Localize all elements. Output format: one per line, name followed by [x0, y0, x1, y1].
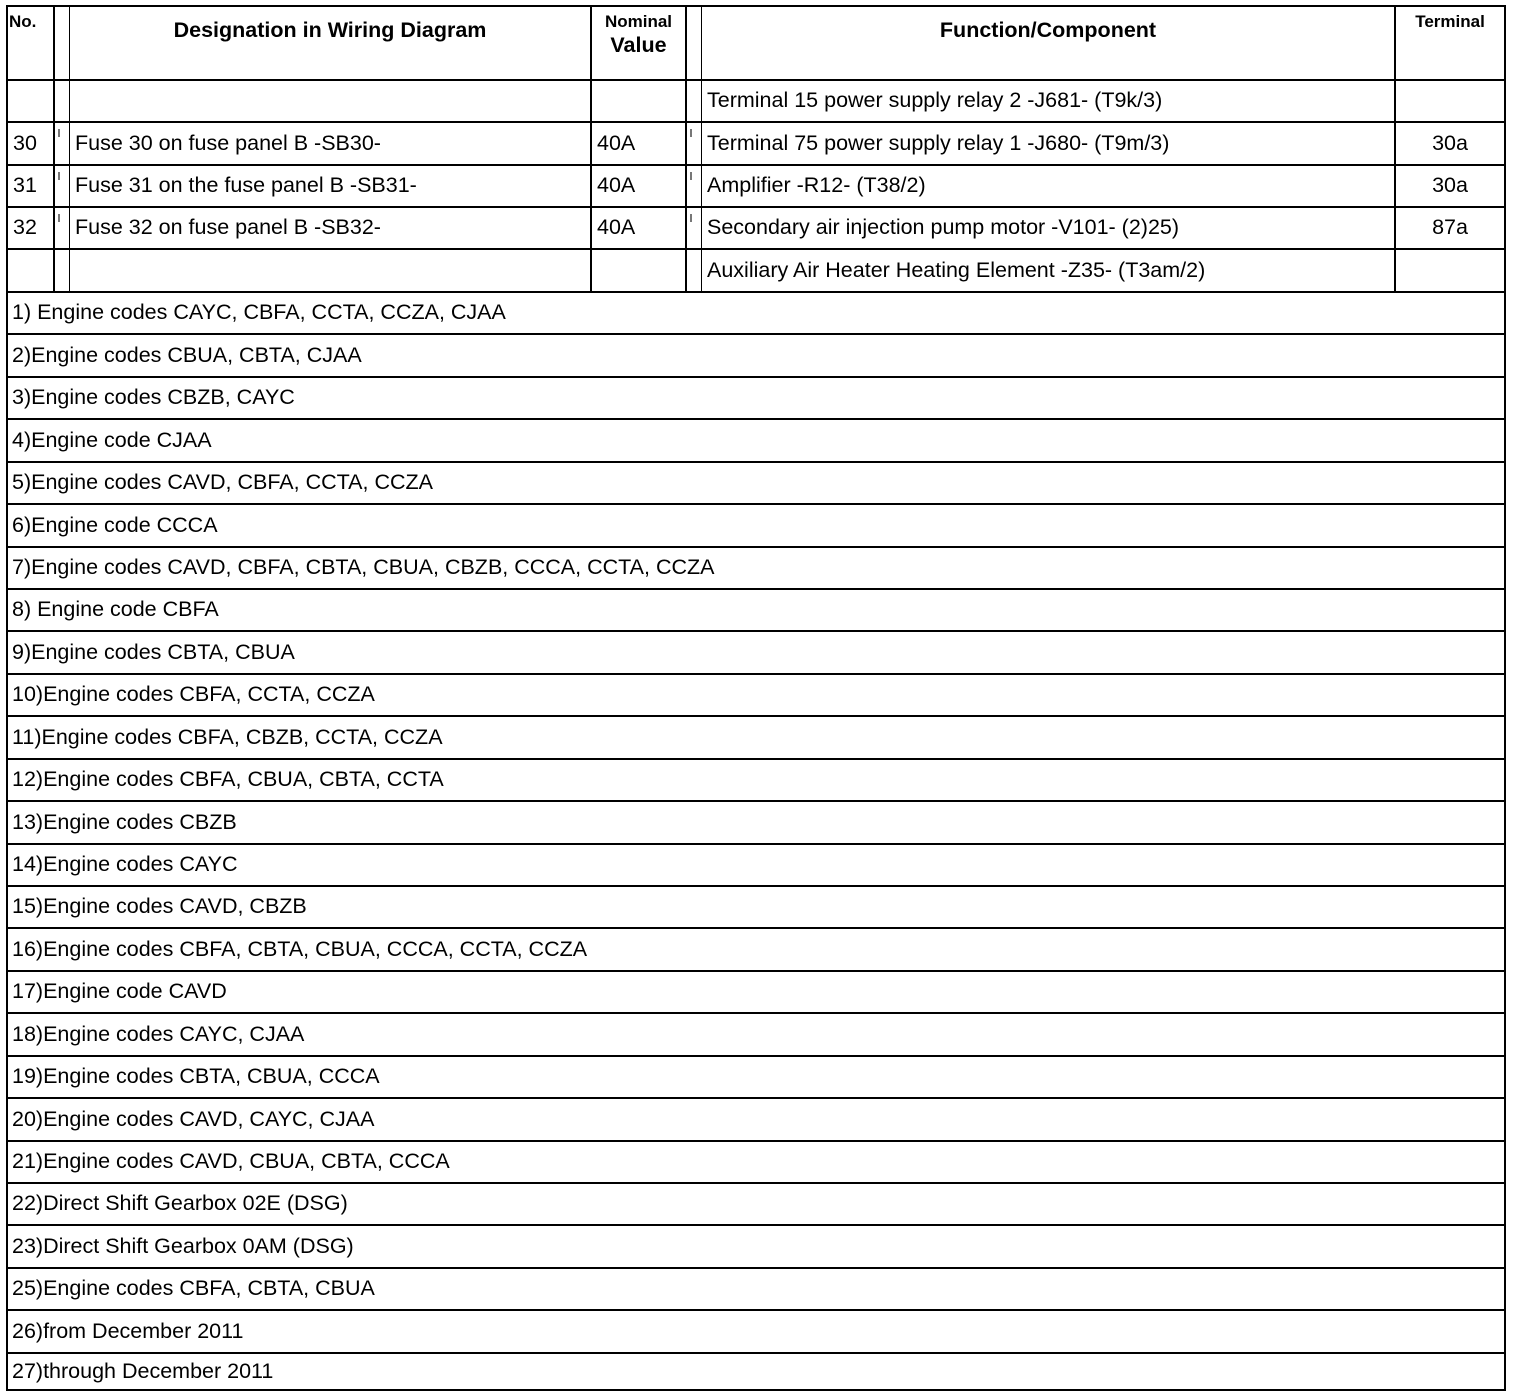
- footnote-row: [8, 1184, 1504, 1226]
- table-row: [8, 81, 1504, 123]
- row-no: [8, 250, 55, 291]
- table-row: [8, 123, 1504, 166]
- row-spacer-2: [687, 123, 702, 164]
- row-designation: Fuse 32 on fuse panel B -SB32-: [70, 208, 592, 248]
- row-terminal: [1396, 250, 1504, 291]
- row-value: 40A: [592, 166, 687, 206]
- header-designation: Designation in Wiring Diagram: [70, 7, 592, 79]
- row-no: [8, 81, 55, 121]
- footnote-text: 5)Engine codes CAVD, CBFA, CCTA, CCZA: [12, 470, 433, 495]
- footnote-row: [8, 1354, 1504, 1389]
- row-spacer: [55, 81, 70, 121]
- row-spacer-2: [687, 208, 702, 248]
- footnote-text: 2)Engine codes CBUA, CBTA, CJAA: [12, 342, 362, 367]
- footnote-row: [8, 802, 1504, 845]
- row-spacer-2: [687, 166, 702, 206]
- header-nominal-value: [592, 7, 687, 79]
- footnote-row: [8, 1142, 1504, 1184]
- footnote-text: 17)Engine code CAVD: [12, 979, 227, 1004]
- footnote-row: [8, 505, 1504, 548]
- footnote-text: 27)through December 2011: [12, 1358, 274, 1383]
- row-tick-mark: [690, 172, 692, 180]
- row-designation: [70, 81, 592, 121]
- header-nominal-top: Nominal: [604, 12, 673, 31]
- table-row: [8, 250, 1504, 293]
- row-tick-mark: [690, 214, 692, 222]
- row-spacer: [55, 123, 70, 164]
- footnote-text: 10)Engine codes CBFA, CCTA, CCZA: [12, 682, 375, 707]
- header-no: No.: [8, 7, 55, 79]
- footnote-text: 7)Engine codes CAVD, CBFA, CBTA, CBUA, CBZB, CCCA, CCTA, CCZA: [12, 555, 715, 580]
- footnote-text: 8) Engine code CBFA: [12, 597, 219, 622]
- row-spacer: [55, 208, 70, 248]
- row-terminal: 87a: [1432, 215, 1468, 240]
- row-designation: Fuse 30 on fuse panel B -SB30-: [70, 123, 592, 164]
- row-spacer: [55, 250, 70, 291]
- footnote-text: 4)Engine code CJAA: [12, 427, 212, 452]
- footnote-text: 1) Engine codes CAYC, CBFA, CCTA, CCZA, CJAA: [12, 300, 506, 325]
- footnote-text: 23)Direct Shift Gearbox 0AM (DSG): [12, 1233, 354, 1258]
- footnote-row: [8, 1099, 1504, 1142]
- header-nominal-bottom: Value: [610, 32, 667, 57]
- header-spacer: [55, 7, 70, 79]
- footnote-row: [8, 675, 1504, 717]
- footnote-row: [8, 972, 1504, 1014]
- table-row: [8, 208, 1504, 250]
- row-tick-mark: [58, 172, 60, 180]
- footnote-text: 11)Engine codes CBFA, CBZB, CCTA, CCZA: [12, 724, 443, 749]
- footnote-row: [8, 590, 1504, 632]
- footnote-text: 13)Engine codes CBZB: [12, 809, 237, 834]
- footnote-row: [8, 845, 1504, 887]
- footnote-row: [8, 548, 1504, 590]
- footnote-row: [8, 1269, 1504, 1311]
- row-function: Terminal 15 power supply relay 2 -J681- (T9k/3): [702, 81, 1396, 121]
- footnote-row: [8, 335, 1504, 378]
- row-no: 32: [8, 208, 55, 248]
- footnote-text: 6)Engine code CCCA: [12, 512, 218, 537]
- footnote-text: 12)Engine codes CBFA, CBUA, CBTA, CCTA: [12, 767, 444, 792]
- row-value: 40A: [592, 123, 687, 164]
- row-spacer-2: [687, 81, 702, 121]
- footnote-row: [8, 887, 1504, 929]
- row-designation: Fuse 31 on the fuse panel B -SB31-: [70, 166, 592, 206]
- footnote-row: [8, 1014, 1504, 1057]
- row-function: Secondary air injection pump motor -V101- (2)25): [702, 208, 1396, 248]
- header-function: Function/Component: [702, 7, 1396, 79]
- footnote-row: [8, 463, 1504, 505]
- row-terminal: 30a: [1432, 173, 1468, 198]
- footnote-row: [8, 378, 1504, 420]
- wiring-fuse-table: [6, 5, 1506, 1391]
- footnote-text: 16)Engine codes CBFA, CBTA, CBUA, CCCA, CCTA, CCZA: [12, 936, 588, 961]
- footnote-text: 9)Engine codes CBTA, CBUA: [12, 639, 295, 664]
- footnote-text: 15)Engine codes CAVD, CBZB: [12, 894, 307, 919]
- footnote-text: 25)Engine codes CBFA, CBTA, CBUA: [12, 1276, 375, 1301]
- row-function: Auxiliary Air Heater Heating Element -Z35- (T3am/2): [702, 250, 1396, 291]
- table-row: [8, 166, 1504, 208]
- row-no: 31: [8, 166, 55, 206]
- row-terminal: 30a: [1432, 130, 1468, 155]
- table-header-row: [8, 7, 1504, 81]
- footnote-text: 20)Engine codes CAVD, CAYC, CJAA: [12, 1106, 375, 1131]
- footnote-text: 18)Engine codes CAYC, CJAA: [12, 1021, 305, 1046]
- footnote-text: 14)Engine codes CAYC: [12, 852, 238, 877]
- footnote-row: [8, 717, 1504, 760]
- footnote-text: 21)Engine codes CAVD, CBUA, CBTA, CCCA: [12, 1149, 450, 1174]
- footnote-text: 3)Engine codes CBZB, CAYC: [12, 385, 295, 410]
- footnote-row: [8, 760, 1504, 802]
- row-value: 40A: [592, 208, 687, 248]
- footnote-row: [8, 929, 1504, 972]
- header-terminal: Terminal: [1415, 12, 1485, 31]
- footnote-row: [8, 1226, 1504, 1269]
- row-tick-mark: [58, 214, 60, 222]
- footnote-text: 19)Engine codes CBTA, CBUA, CCCA: [12, 1064, 380, 1089]
- footnote-row: [8, 1057, 1504, 1099]
- row-tick-mark: [58, 129, 60, 137]
- row-terminal: [1396, 81, 1504, 121]
- row-value: [592, 250, 687, 291]
- row-function: Amplifier -R12- (T38/2): [702, 166, 1396, 206]
- footnote-row: [8, 293, 1504, 335]
- footnote-text: 22)Direct Shift Gearbox 02E (DSG): [12, 1191, 348, 1216]
- row-spacer: [55, 166, 70, 206]
- footnote-row: [8, 420, 1504, 463]
- footnote-row: [8, 1311, 1504, 1354]
- footnote-row: [8, 632, 1504, 675]
- row-tick-mark: [690, 129, 692, 137]
- row-value: [592, 81, 687, 121]
- header-spacer-2: [687, 7, 702, 79]
- row-no: 30: [8, 123, 55, 164]
- row-spacer-2: [687, 250, 702, 291]
- footnote-text: 26)from December 2011: [12, 1318, 244, 1343]
- row-designation: [70, 250, 592, 291]
- row-function: Terminal 75 power supply relay 1 -J680- (T9m/3): [702, 123, 1396, 164]
